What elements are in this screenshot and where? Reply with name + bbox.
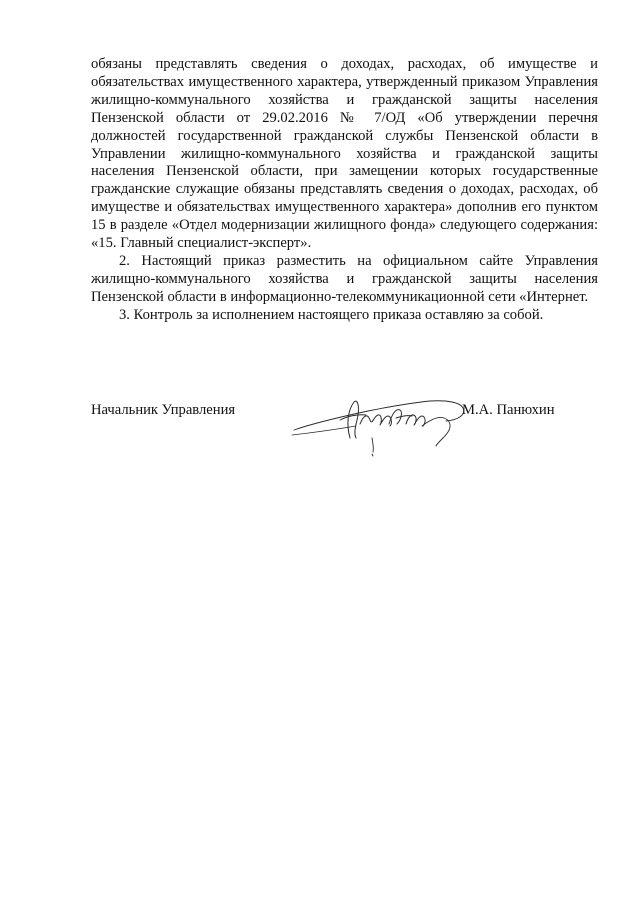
handwritten-signature xyxy=(288,390,468,462)
signatory-name: М.А. Панюхин xyxy=(462,402,555,418)
signature-block xyxy=(91,402,598,462)
document-body xyxy=(91,56,598,325)
signatory-position: Начальник Управления xyxy=(91,402,236,418)
paragraph-2: 2. Настоящий приказ разместить на официальном сайте Управления жилищно-коммунального хозяйства и гражданской защиты населения Пензенской области в информационно-телекоммуникационной сети «Интернет. xyxy=(91,252,598,305)
paragraph-1: обязаны представлять сведения о доходах, расходах, об имуществе и обязательствах имущественного характера, утвержденный приказом Управления жилищно-коммунального хозяйства и гражданской защиты населения Пензенской области от 29.02.2016 № 7/ОД «Об утверждении перечня должностей государственной гражданской службы Пензенской области в Управлении жилищно-коммунального хозяйства и гражданской защиты населения Пензенской области, при замещении которых государственные гражданские служащие обязаны представлять сведения о доходах, расходах, об имуществе и обязательствах имущественного характера» дополнив его пунктом 15 в разделе «Отдел модернизации жилищного фонда» следующего содержания: «15. Главный специалист-эксперт». xyxy=(91,56,598,252)
paragraph-3: 3. Контроль за исполнением настоящего приказа оставляю за собой. xyxy=(119,306,544,323)
